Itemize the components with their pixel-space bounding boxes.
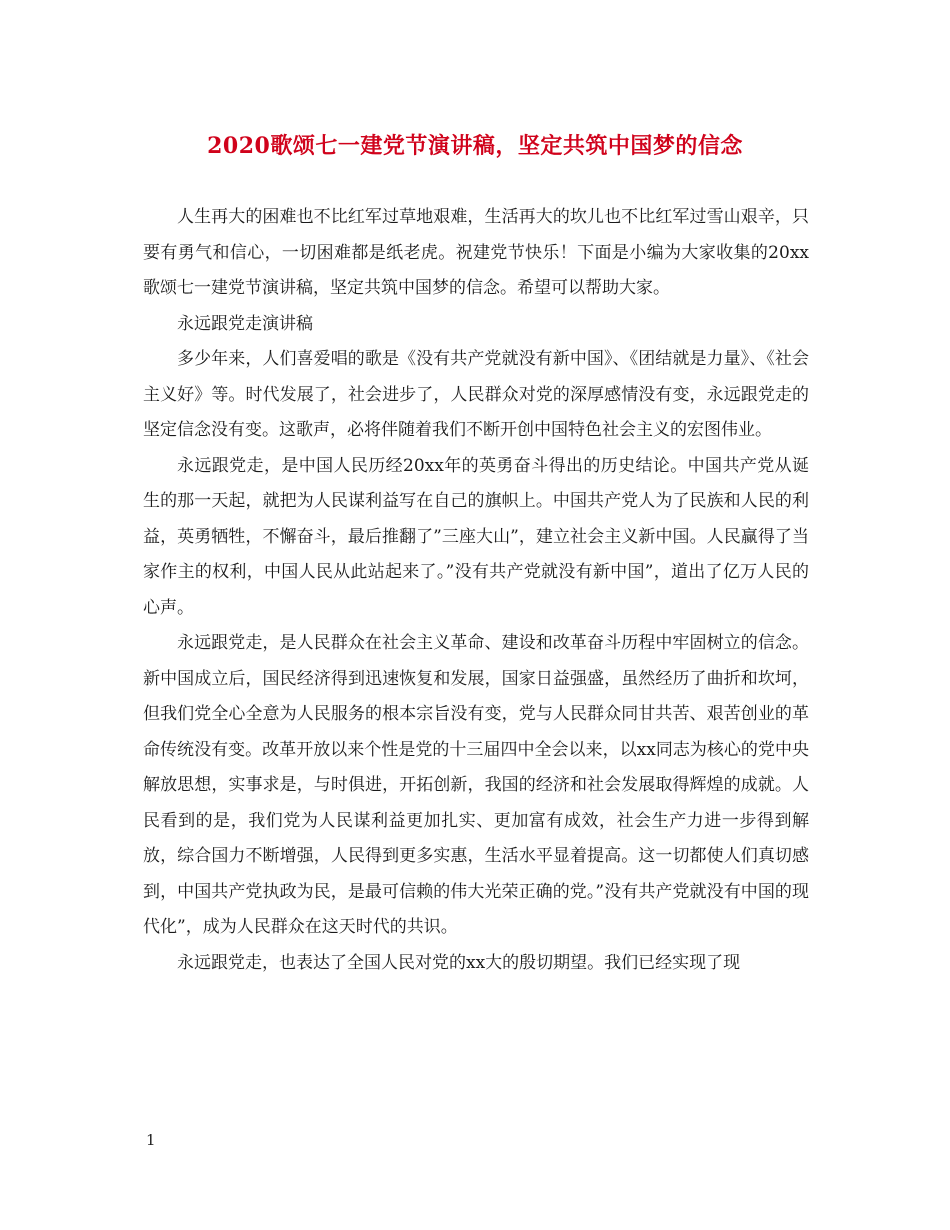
paragraph: 多少年来，人们喜爱唱的歌是《没有共产党就没有新中国》、《团结就是力量》、《社会主义好》等。时代发展了，社会进步了，人民群众对党的深厚感情没有变，永远跟党走的坚定信念没有变。这歌声，必将伴随着我们不断开创中国特色社会主义的宏图伟业。	[143, 349, 809, 440]
section-heading: 永远跟党走演讲稿	[177, 313, 313, 334]
paragraph: 永远跟党走，是中国人民历经20xx年的英勇奋斗得出的历史结论。中国共产党从诞生的那一天起，就把为人民谋利益写在自己的旗帜上。中国共产党人为了民族和人民的利益，英勇牺牲，不懈奋斗，最后推翻了”三座大山”，建立社会主义新中国。人民赢得了当家作主的权利，中国人民从此站起来了。”没有共产党就没有新中国”，道出了亿万人民的心声。	[143, 455, 809, 618]
paragraph: 永远跟党走，是人民群众在社会主义革命、建设和改革奋斗历程中牢固树立的信念。新中国成立后，国民经济得到迅速恢复和发展，国家日益强盛，虽然经历了曲折和坎坷，但我们党全心全意为人民服务的根本宗旨没有变，党与人民群众同甘共苦、艰苦创业的革命传统没有变。改革开放以来个性是党的十三届四中全会以来，以xx同志为核心的党中央解放思想，实事求是，与时俱进，开拓创新，我国的经济和社会发展取得辉煌的成就。人民看到的是，我们党为人民谋利益更加扎实、更加富有成效，社会生产力进一步得到解放，综合国力不断增强，人民得到更多实惠，生活水平显着提高。这一切都使人们真切感到，中国共产党执政为民，是最可信赖的伟大光荣正确的党。”没有共产党就没有中国的现代化”，成为人民群众在这天时代的共识。	[143, 633, 809, 937]
document-title: 2020歌颂七一建党节演讲稿，坚定共筑中国梦的信念	[207, 133, 743, 159]
paragraph: 永远跟党走，也表达了全国人民对党的xx大的殷切期望。我们已经实现了现	[177, 952, 741, 973]
paragraph-intro: 人生再大的困难也不比红军过草地艰难，生活再大的坎儿也不比红军过雪山艰辛，只要有勇气和信心，一切困难都是纸老虎。祝建党节快乐！下面是小编为大家收集的20xx歌颂七一建党节演讲稿，坚定共筑中国梦的信念。希望可以帮助大家。	[143, 207, 809, 298]
page-number: 1	[146, 1131, 156, 1149]
document-body	[143, 200, 809, 981]
